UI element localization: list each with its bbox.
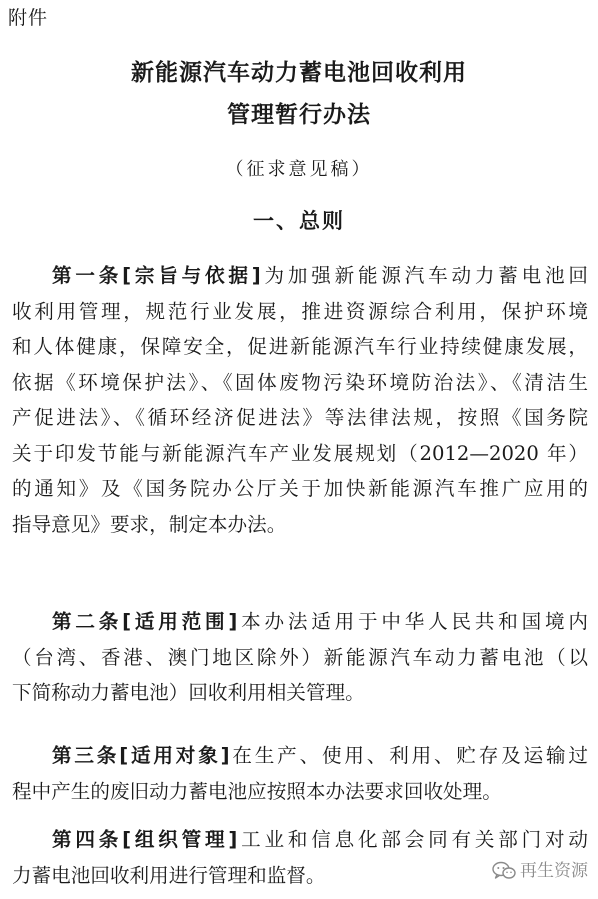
article-3-line-1: [12, 738, 588, 774]
article-1-line-3: 和人体健康，保障安全，促进新能源汽车行业持续健康发展，: [12, 335, 588, 358]
article-3-label: 第三条: [52, 744, 120, 767]
section-heading: 一、总则: [253, 209, 345, 233]
article-3-topic: [适用对象]: [119, 744, 230, 767]
article-3: [12, 738, 588, 809]
article-4-line-2: 力蓄电池回收利用进行管理和监督。: [12, 863, 326, 887]
article-2: [12, 604, 588, 711]
article-1-line-4: 依据《环境保护法》、《固体废物污染环境防治法》、《清洁生: [12, 370, 588, 394]
article-2-label: 第二条: [52, 610, 123, 633]
article-1: [12, 258, 588, 542]
article-2-line-3: 下简称动力蓄电池）回收利用相关管理。: [12, 681, 365, 704]
article-4-label: 第四条: [52, 828, 123, 851]
watermark-text: 再生资源: [520, 861, 588, 881]
attachment-label: 附件: [8, 7, 49, 29]
document-subtitle: （征求意见稿）: [225, 159, 373, 180]
article-2-topic: [适用范围]: [122, 610, 238, 633]
article-3-text: 在生产、使用、利用、贮存及运输过: [229, 744, 588, 767]
article-1-label: 第一条: [52, 264, 123, 287]
article-1-line-1: [12, 258, 588, 294]
document-title-line-2: 管理暂行办法: [227, 102, 371, 128]
article-3-line-2: 程中产生的废旧动力蓄电池应按照本办法要求回收处理。: [12, 779, 502, 803]
article-2-text: 本办法适用于中华人民共和国境内: [237, 610, 588, 633]
source-watermark: [492, 860, 588, 882]
article-4-topic: [组织管理]: [122, 828, 238, 851]
article-1-topic: [宗旨与依据]: [122, 264, 261, 287]
article-1-line-5: 产促进法》、《循环经济促进法》等法律法规，按照《国务院: [12, 406, 588, 429]
article-4: [12, 822, 588, 893]
article-1-text: 为加强新能源汽车动力蓄电池回: [260, 264, 588, 287]
article-1-line-7: 的通知》及《国务院办公厅关于加快新能源汽车推广应用的: [12, 477, 588, 500]
article-1-line-8: 指导意见》要求，制定本办法。: [12, 512, 287, 536]
article-1-line-6: 关于印发节能与新能源汽车产业发展规划（2012—2020 年）: [12, 441, 588, 465]
document-title-line-1: 新能源汽车动力蓄电池回收利用: [131, 60, 467, 86]
wechat-icon: [492, 861, 516, 881]
article-4-text: 工业和信息化部会同有关部门对动: [237, 828, 588, 851]
article-1-line-2: 收利用管理，规范行业发展，推进资源综合利用，保护环境: [12, 299, 588, 323]
article-2-line-2: （台湾、香港、澳门地区除外）新能源汽车动力蓄电池（以: [12, 645, 588, 669]
article-4-line-1: [12, 822, 588, 858]
article-2-line-1: [12, 604, 588, 640]
